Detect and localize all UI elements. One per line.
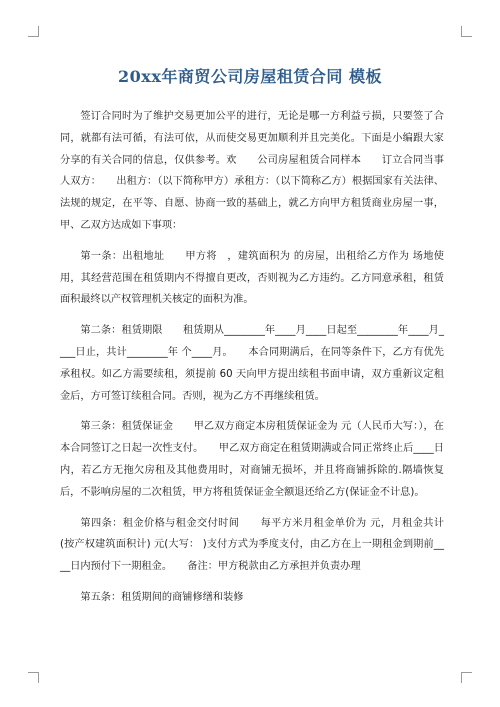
document-title	[40, 64, 460, 87]
title-text: 年商贸公司房屋租赁合同 模板	[161, 67, 382, 86]
crop-mark-top-left	[28, 26, 39, 37]
clause-3-paragraph: 第三条：租赁保证金 甲乙双方商定本房租赁保证金为 元（人民币大写：），在本合同签订之日起一次性支付。 甲乙双方商定在租赁期满或合同正常终止后____日内，若乙方无拖欠房租及其他费用时，对商铺无损坏，并且将商铺拆除的.隔墙恢复后，不影响房屋的二次租赁，甲方将租赁保证金全额退还给乙方(保证金不计息)。	[60, 421, 444, 498]
clause-4-paragraph: 第四条：租金价格与租金交付时间 每平方米月租金单价为 元，月租金共计(按产权建筑面积计) 元(大写： )支付方式为季度支付，由乙方在上一期租金到期前____日内预付下一期租金。 备注：甲方税款由乙方承担并负责办理	[60, 517, 444, 573]
document-body	[60, 106, 444, 609]
title-year: 20xx	[118, 67, 162, 86]
clause-5-paragraph: 第五条：租赁期间的商铺修缮和装修	[80, 591, 244, 603]
crop-mark-bottom-right	[461, 672, 472, 683]
crop-mark-bottom-left	[28, 672, 39, 683]
crop-mark-top-right	[461, 26, 472, 37]
clause-1-paragraph: 第一条：出租地址 甲方将 ，建筑面积为 的房屋，出租给乙方作为 场地使用，其经营范围在租赁期内不得擅自更改，否则视为乙方违约。乙方同意承租，租赁面积最终以产权管理机关核定的面积为准。	[60, 250, 444, 306]
clause-2-paragraph: 第二条：租赁期限 租赁期从________年____月____日起至________年____月____日止，共计________年 个____月。 本合同期满后，在同等条件下，乙方有优先承租权。如乙方需要续租，须提前 60 天向甲方提出续租书面申请，双方重新议定租金后，方可签订续租合同。否则，视为乙方不再继续租赁。	[60, 325, 444, 402]
intro-paragraph: 签订合同时为了维护交易更加公平的进行，无论是哪一方利益亏损，只要签了合同，就都有法可循，有法可依，从而使交易更加顺利并且完美化。下面是小编跟大家分享的有关合同的信息，仅供参考。欢 公司房屋租赁合同样本 订立合同当事人双方： 出租方：（以下简称甲方）承租方：（以下简称乙方）根据国家有关法律、法规的规定，在平等、自愿、协商一致的基础上，就乙方向甲方租赁商业房屋一事，甲、乙双方达成如下事项：	[60, 111, 444, 231]
